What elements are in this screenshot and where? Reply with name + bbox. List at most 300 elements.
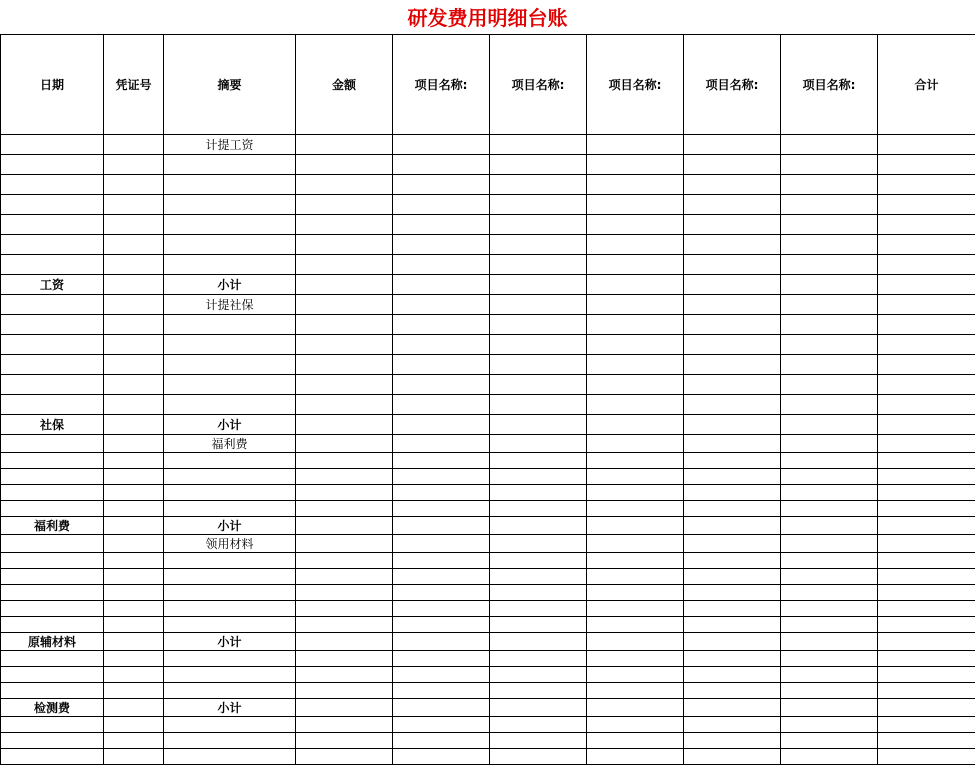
table-cell[interactable] [104, 749, 164, 765]
table-cell[interactable] [684, 395, 781, 415]
table-cell[interactable] [878, 501, 975, 517]
table-cell[interactable] [104, 375, 164, 395]
table-cell[interactable] [490, 569, 587, 585]
table-cell[interactable] [781, 699, 878, 717]
table-cell[interactable] [684, 135, 781, 155]
table-cell[interactable] [684, 601, 781, 617]
table-cell[interactable] [393, 315, 490, 335]
table-cell[interactable] [393, 275, 490, 295]
table-cell[interactable] [393, 683, 490, 699]
table-cell[interactable] [490, 585, 587, 601]
table-cell[interactable] [684, 375, 781, 395]
table-cell[interactable] [878, 469, 975, 485]
table-cell[interactable] [393, 195, 490, 215]
table-cell[interactable] [490, 453, 587, 469]
table-cell[interactable] [781, 733, 878, 749]
table-cell[interactable] [878, 435, 975, 453]
table-cell[interactable] [587, 175, 684, 195]
table-cell[interactable] [296, 415, 393, 435]
table-cell[interactable] [878, 295, 975, 315]
table-cell[interactable] [393, 733, 490, 749]
table-cell[interactable] [393, 517, 490, 535]
table-cell[interactable] [296, 569, 393, 585]
table-cell[interactable] [490, 215, 587, 235]
table-cell[interactable] [1, 195, 104, 215]
table-cell[interactable] [1, 375, 104, 395]
table-cell[interactable] [164, 667, 296, 683]
header-date[interactable]: 日期 [1, 35, 104, 135]
table-cell[interactable] [684, 749, 781, 765]
table-cell[interactable] [393, 175, 490, 195]
table-cell[interactable] [393, 651, 490, 667]
table-cell[interactable] [1, 175, 104, 195]
table-cell[interactable] [878, 375, 975, 395]
table-cell[interactable] [164, 683, 296, 699]
header-voucher-no[interactable]: 凭证号 [104, 35, 164, 135]
table-cell[interactable] [684, 667, 781, 683]
table-cell[interactable] [1, 667, 104, 683]
table-cell[interactable] [587, 501, 684, 517]
table-cell[interactable] [393, 295, 490, 315]
table-cell[interactable] [587, 485, 684, 501]
table-cell[interactable] [104, 395, 164, 415]
table-cell[interactable] [164, 717, 296, 733]
table-cell[interactable] [296, 275, 393, 295]
table-cell[interactable] [781, 335, 878, 355]
table-cell[interactable] [393, 155, 490, 175]
table-cell[interactable] [878, 683, 975, 699]
table-cell[interactable] [781, 569, 878, 585]
table-cell[interactable] [490, 667, 587, 683]
table-cell[interactable] [781, 501, 878, 517]
table-cell[interactable] [104, 683, 164, 699]
table-cell[interactable] [164, 585, 296, 601]
table-cell[interactable] [587, 733, 684, 749]
subtotal-category-cell[interactable]: 原辅材料 [1, 633, 104, 651]
table-cell[interactable] [393, 395, 490, 415]
table-cell[interactable] [393, 335, 490, 355]
table-cell[interactable] [878, 355, 975, 375]
table-cell[interactable] [490, 175, 587, 195]
table-cell[interactable] [684, 195, 781, 215]
table-cell[interactable] [1, 601, 104, 617]
table-cell[interactable] [490, 733, 587, 749]
table-cell[interactable] [1, 355, 104, 375]
table-cell[interactable] [490, 601, 587, 617]
table-cell[interactable] [490, 485, 587, 501]
table-cell[interactable] [104, 195, 164, 215]
table-cell[interactable] [490, 235, 587, 255]
table-cell[interactable] [164, 749, 296, 765]
table-cell[interactable] [104, 651, 164, 667]
table-cell[interactable] [878, 195, 975, 215]
table-cell[interactable] [104, 453, 164, 469]
table-cell[interactable] [393, 699, 490, 717]
table-cell[interactable] [490, 335, 587, 355]
table-cell[interactable] [781, 315, 878, 335]
table-cell[interactable] [104, 667, 164, 683]
table-cell[interactable] [878, 275, 975, 295]
table-cell[interactable] [587, 633, 684, 651]
subtotal-summary-cell[interactable]: 小计 [164, 699, 296, 717]
table-cell[interactable] [296, 335, 393, 355]
table-cell[interactable] [164, 553, 296, 569]
table-cell[interactable] [781, 683, 878, 699]
table-cell[interactable] [878, 633, 975, 651]
table-cell[interactable] [587, 355, 684, 375]
table-cell[interactable] [490, 651, 587, 667]
table-cell[interactable] [393, 485, 490, 501]
table-cell[interactable] [164, 175, 296, 195]
table-cell[interactable] [1, 717, 104, 733]
table-cell[interactable] [490, 135, 587, 155]
table-cell[interactable] [296, 195, 393, 215]
table-cell[interactable] [164, 195, 296, 215]
table-cell[interactable] [393, 569, 490, 585]
summary-cell[interactable]: 福利费 [164, 435, 296, 453]
table-cell[interactable] [587, 295, 684, 315]
table-cell[interactable] [296, 699, 393, 717]
table-cell[interactable] [104, 585, 164, 601]
table-cell[interactable] [393, 601, 490, 617]
table-cell[interactable] [164, 335, 296, 355]
table-cell[interactable] [684, 585, 781, 601]
table-cell[interactable] [490, 469, 587, 485]
table-cell[interactable] [164, 501, 296, 517]
table-cell[interactable] [878, 535, 975, 553]
header-summary[interactable]: 摘要 [164, 35, 296, 135]
table-cell[interactable] [296, 553, 393, 569]
table-cell[interactable] [393, 235, 490, 255]
header-project-1[interactable]: 项目名称: [393, 35, 490, 135]
table-cell[interactable] [393, 469, 490, 485]
table-cell[interactable] [164, 453, 296, 469]
subtotal-summary-cell[interactable]: 小计 [164, 517, 296, 535]
table-cell[interactable] [104, 699, 164, 717]
table-cell[interactable] [684, 255, 781, 275]
table-cell[interactable] [878, 749, 975, 765]
table-cell[interactable] [684, 535, 781, 553]
table-cell[interactable] [781, 585, 878, 601]
table-cell[interactable] [684, 215, 781, 235]
table-cell[interactable] [587, 155, 684, 175]
table-cell[interactable] [878, 585, 975, 601]
table-cell[interactable] [878, 175, 975, 195]
summary-cell[interactable] [164, 651, 296, 667]
table-cell[interactable] [878, 135, 975, 155]
table-cell[interactable] [781, 535, 878, 553]
table-cell[interactable] [164, 255, 296, 275]
table-cell[interactable] [878, 215, 975, 235]
table-cell[interactable] [684, 295, 781, 315]
table-cell[interactable] [393, 553, 490, 569]
table-cell[interactable] [684, 415, 781, 435]
table-cell[interactable] [393, 535, 490, 553]
table-cell[interactable] [164, 733, 296, 749]
table-cell[interactable] [296, 683, 393, 699]
table-cell[interactable] [104, 717, 164, 733]
table-cell[interactable] [684, 175, 781, 195]
table-cell[interactable] [104, 569, 164, 585]
table-cell[interactable] [1, 651, 104, 667]
table-cell[interactable] [781, 633, 878, 651]
table-cell[interactable] [781, 235, 878, 255]
table-cell[interactable] [878, 335, 975, 355]
subtotal-summary-cell[interactable]: 小计 [164, 633, 296, 651]
table-cell[interactable] [104, 275, 164, 295]
table-cell[interactable] [296, 235, 393, 255]
table-cell[interactable] [104, 155, 164, 175]
table-cell[interactable] [393, 501, 490, 517]
table-cell[interactable] [684, 355, 781, 375]
table-cell[interactable] [781, 453, 878, 469]
table-cell[interactable] [164, 375, 296, 395]
table-cell[interactable] [164, 235, 296, 255]
table-cell[interactable] [393, 667, 490, 683]
table-cell[interactable] [164, 601, 296, 617]
table-cell[interactable] [1, 453, 104, 469]
table-cell[interactable] [1, 535, 104, 553]
table-cell[interactable] [490, 295, 587, 315]
table-cell[interactable] [781, 667, 878, 683]
table-cell[interactable] [587, 585, 684, 601]
table-cell[interactable] [781, 355, 878, 375]
table-cell[interactable] [684, 651, 781, 667]
table-cell[interactable] [684, 453, 781, 469]
table-cell[interactable] [1, 155, 104, 175]
subtotal-category-cell[interactable]: 检测费 [1, 699, 104, 717]
table-cell[interactable] [684, 699, 781, 717]
table-cell[interactable] [296, 733, 393, 749]
table-cell[interactable] [490, 255, 587, 275]
subtotal-summary-cell[interactable]: 小计 [164, 415, 296, 435]
table-cell[interactable] [296, 485, 393, 501]
table-cell[interactable] [1, 485, 104, 501]
table-cell[interactable] [490, 617, 587, 633]
table-cell[interactable] [587, 255, 684, 275]
table-cell[interactable] [587, 275, 684, 295]
table-cell[interactable] [1, 315, 104, 335]
table-cell[interactable] [587, 335, 684, 355]
table-cell[interactable] [781, 275, 878, 295]
table-cell[interactable] [104, 633, 164, 651]
table-cell[interactable] [781, 255, 878, 275]
header-project-4[interactable]: 项目名称: [684, 35, 781, 135]
table-cell[interactable] [104, 435, 164, 453]
table-cell[interactable] [393, 255, 490, 275]
header-project-3[interactable]: 项目名称: [587, 35, 684, 135]
table-cell[interactable] [781, 215, 878, 235]
table-cell[interactable] [490, 717, 587, 733]
table-cell[interactable] [587, 395, 684, 415]
table-cell[interactable] [104, 535, 164, 553]
table-cell[interactable] [296, 717, 393, 733]
table-cell[interactable] [296, 155, 393, 175]
table-cell[interactable] [296, 295, 393, 315]
table-cell[interactable] [296, 469, 393, 485]
table-cell[interactable] [781, 195, 878, 215]
table-cell[interactable] [104, 501, 164, 517]
table-cell[interactable] [878, 569, 975, 585]
table-cell[interactable] [878, 517, 975, 535]
table-cell[interactable] [684, 517, 781, 535]
table-cell[interactable] [164, 315, 296, 335]
table-cell[interactable] [1, 395, 104, 415]
table-cell[interactable] [878, 667, 975, 683]
table-cell[interactable] [781, 717, 878, 733]
subtotal-category-cell[interactable]: 社保 [1, 415, 104, 435]
table-cell[interactable] [393, 135, 490, 155]
table-cell[interactable] [878, 155, 975, 175]
table-cell[interactable] [393, 633, 490, 651]
table-cell[interactable] [296, 315, 393, 335]
table-cell[interactable] [587, 415, 684, 435]
table-cell[interactable] [164, 215, 296, 235]
table-cell[interactable] [296, 175, 393, 195]
table-cell[interactable] [296, 135, 393, 155]
table-cell[interactable] [393, 215, 490, 235]
table-cell[interactable] [587, 601, 684, 617]
table-cell[interactable] [1, 553, 104, 569]
table-cell[interactable] [296, 651, 393, 667]
table-cell[interactable] [781, 651, 878, 667]
table-cell[interactable] [684, 569, 781, 585]
table-cell[interactable] [878, 553, 975, 569]
table-cell[interactable] [684, 633, 781, 651]
subtotal-summary-cell[interactable]: 小计 [164, 275, 296, 295]
table-cell[interactable] [587, 617, 684, 633]
table-cell[interactable] [296, 375, 393, 395]
table-cell[interactable] [781, 617, 878, 633]
header-total[interactable]: 合计 [878, 35, 975, 135]
table-cell[interactable] [878, 255, 975, 275]
table-cell[interactable] [393, 375, 490, 395]
table-cell[interactable] [587, 699, 684, 717]
table-cell[interactable] [587, 469, 684, 485]
table-cell[interactable] [781, 175, 878, 195]
table-cell[interactable] [1, 733, 104, 749]
table-cell[interactable] [104, 255, 164, 275]
table-cell[interactable] [587, 569, 684, 585]
table-cell[interactable] [684, 485, 781, 501]
table-cell[interactable] [878, 733, 975, 749]
table-cell[interactable] [104, 135, 164, 155]
table-cell[interactable] [878, 651, 975, 667]
table-cell[interactable] [781, 395, 878, 415]
table-cell[interactable] [1, 435, 104, 453]
header-project-2[interactable]: 项目名称: [490, 35, 587, 135]
table-cell[interactable] [164, 469, 296, 485]
table-cell[interactable] [104, 295, 164, 315]
table-cell[interactable] [296, 215, 393, 235]
table-cell[interactable] [878, 315, 975, 335]
table-cell[interactable] [164, 395, 296, 415]
table-cell[interactable] [1, 501, 104, 517]
table-cell[interactable] [393, 617, 490, 633]
table-cell[interactable] [587, 717, 684, 733]
table-cell[interactable] [490, 553, 587, 569]
table-cell[interactable] [296, 453, 393, 469]
table-cell[interactable] [684, 235, 781, 255]
table-cell[interactable] [587, 535, 684, 553]
table-cell[interactable] [587, 215, 684, 235]
table-cell[interactable] [684, 733, 781, 749]
table-cell[interactable] [684, 315, 781, 335]
table-cell[interactable] [490, 749, 587, 765]
table-cell[interactable] [296, 749, 393, 765]
table-cell[interactable] [1, 255, 104, 275]
table-cell[interactable] [1, 335, 104, 355]
table-cell[interactable] [393, 585, 490, 601]
table-cell[interactable] [490, 535, 587, 553]
table-cell[interactable] [587, 553, 684, 569]
table-cell[interactable] [490, 195, 587, 215]
table-cell[interactable] [781, 517, 878, 535]
table-cell[interactable] [490, 275, 587, 295]
table-cell[interactable] [781, 485, 878, 501]
table-cell[interactable] [1, 295, 104, 315]
summary-cell[interactable]: 计提工资 [164, 135, 296, 155]
table-cell[interactable] [878, 453, 975, 469]
table-cell[interactable] [490, 435, 587, 453]
table-cell[interactable] [164, 617, 296, 633]
table-cell[interactable] [296, 535, 393, 553]
table-cell[interactable] [684, 335, 781, 355]
table-cell[interactable] [104, 235, 164, 255]
table-cell[interactable] [490, 415, 587, 435]
table-cell[interactable] [781, 295, 878, 315]
table-cell[interactable] [104, 415, 164, 435]
table-cell[interactable] [878, 415, 975, 435]
table-cell[interactable] [490, 355, 587, 375]
table-cell[interactable] [296, 395, 393, 415]
table-cell[interactable] [587, 651, 684, 667]
table-cell[interactable] [104, 553, 164, 569]
table-cell[interactable] [684, 275, 781, 295]
table-cell[interactable] [104, 733, 164, 749]
table-cell[interactable] [104, 215, 164, 235]
table-cell[interactable] [684, 155, 781, 175]
table-cell[interactable] [878, 485, 975, 501]
table-cell[interactable] [878, 717, 975, 733]
table-cell[interactable] [781, 601, 878, 617]
table-cell[interactable] [1, 469, 104, 485]
table-cell[interactable] [781, 375, 878, 395]
table-cell[interactable] [878, 601, 975, 617]
table-cell[interactable] [587, 435, 684, 453]
table-cell[interactable] [684, 617, 781, 633]
table-cell[interactable] [296, 435, 393, 453]
table-cell[interactable] [781, 435, 878, 453]
table-cell[interactable] [781, 135, 878, 155]
table-cell[interactable] [684, 717, 781, 733]
table-cell[interactable] [490, 633, 587, 651]
table-cell[interactable] [104, 355, 164, 375]
table-cell[interactable] [1, 585, 104, 601]
table-cell[interactable] [878, 395, 975, 415]
table-cell[interactable] [587, 667, 684, 683]
table-cell[interactable] [490, 395, 587, 415]
table-cell[interactable] [104, 517, 164, 535]
table-cell[interactable] [587, 235, 684, 255]
table-cell[interactable] [781, 415, 878, 435]
subtotal-category-cell[interactable]: 福利费 [1, 517, 104, 535]
table-cell[interactable] [296, 517, 393, 535]
table-cell[interactable] [587, 315, 684, 335]
table-cell[interactable] [393, 749, 490, 765]
table-cell[interactable] [296, 617, 393, 633]
table-cell[interactable] [1, 617, 104, 633]
